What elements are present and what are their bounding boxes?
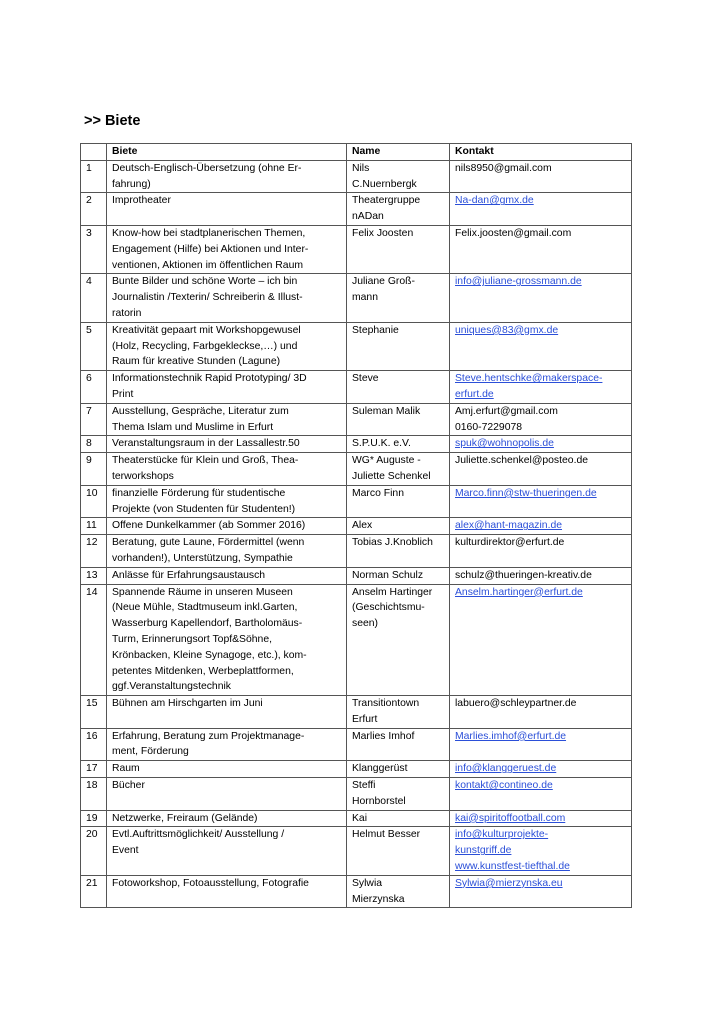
offer-cell: Improtheater — [107, 193, 347, 226]
row-number: 7 — [81, 403, 107, 436]
name-cell: WG* Auguste - Juliette Schenkel — [347, 453, 450, 486]
contact-link[interactable]: info@juliane-grossmann.de — [455, 276, 582, 288]
table-row — [81, 453, 632, 486]
contact-cell — [450, 436, 632, 453]
contact-cell — [450, 225, 632, 273]
offer-cell: Kreativität gepaart mit Workshopgewusel (Holz, Recycling, Farbgekleckse,…) und Raum für kreative Stunden (Lagune) — [107, 322, 347, 370]
table-row — [81, 875, 632, 908]
name-cell: Juliane Groß- mann — [347, 274, 450, 322]
name-cell: Kai — [347, 810, 450, 827]
offer-cell: Bühnen am Hirschgarten im Juni — [107, 696, 347, 729]
name-cell: Helmut Besser — [347, 827, 450, 875]
offer-cell: Veranstaltungsraum in der Lassallestr.50 — [107, 436, 347, 453]
offer-cell: Spannende Räume in unseren Museen (Neue Mühle, Stadtmuseum inkl.Garten, Wasserburg Kapellendorf, Bartholomäus- Turm, Erinnerungsort Topf&Söhne, Krönbacken, Kleine Synagoge, etc.), kom- petentes Mitdenken, Werbeplattformen, ggf.Veranstaltungstechnik — [107, 584, 347, 696]
offer-cell: Ausstellung, Gespräche, Literatur zum Thema Islam und Muslime in Erfurt — [107, 403, 347, 436]
table-row — [81, 584, 632, 696]
row-number: 13 — [81, 567, 107, 584]
contact-cell — [450, 274, 632, 322]
name-cell: Sylwia Mierzynska — [347, 875, 450, 908]
offer-cell: finanzielle Förderung für studentische Projekte (von Studenten für Studenten!) — [107, 485, 347, 518]
name-cell: Theatergruppe nADan — [347, 193, 450, 226]
contact-cell — [450, 535, 632, 568]
table-row — [81, 322, 632, 370]
contact-cell — [450, 567, 632, 584]
contact-link[interactable]: kontakt@contineo.de — [455, 780, 553, 792]
row-number: 19 — [81, 810, 107, 827]
offer-cell: Deutsch-Englisch-Übersetzung (ohne Er- fahrung) — [107, 160, 347, 193]
contact-link[interactable]: spuk@wohnopolis.de — [455, 438, 554, 450]
offer-cell: Beratung, gute Laune, Fördermittel (wenn vorhanden!), Unterstützung, Sympathie — [107, 535, 347, 568]
name-cell: Suleman Malik — [347, 403, 450, 436]
table-row — [81, 696, 632, 729]
name-cell: Marlies Imhof — [347, 728, 450, 761]
offers-table — [80, 143, 632, 908]
contact-cell — [450, 728, 632, 761]
contact-link[interactable]: info@kulturprojekte- kunstgriff.de — [455, 829, 549, 857]
table-row — [81, 518, 632, 535]
row-number: 3 — [81, 225, 107, 273]
row-number: 2 — [81, 193, 107, 226]
row-number: 15 — [81, 696, 107, 729]
row-number: 16 — [81, 728, 107, 761]
name-cell: Transitiontown Erfurt — [347, 696, 450, 729]
contact-link[interactable]: Steve.hentschke@makerspace- erfurt.de — [455, 373, 603, 400]
table-row — [81, 436, 632, 453]
header-number — [81, 144, 107, 161]
contact-cell — [450, 193, 632, 226]
row-number: 4 — [81, 274, 107, 322]
contact-cell — [450, 778, 632, 811]
contact-cell — [450, 875, 632, 908]
table-row — [81, 225, 632, 273]
contact-link[interactable]: Sylwia@mierzynska.eu — [455, 877, 563, 889]
contact-text: Felix.joosten@gmail.com — [455, 227, 572, 239]
table-body — [81, 160, 632, 908]
contact-cell — [450, 761, 632, 778]
contact-link[interactable]: Anselm.hartinger@erfurt.de — [455, 586, 583, 598]
name-cell: Nils C.Nuernbergk — [347, 160, 450, 193]
contact-cell — [450, 322, 632, 370]
name-cell: Tobias J.Knoblich — [347, 535, 450, 568]
name-cell: Steffi Hornborstel — [347, 778, 450, 811]
table-row — [81, 827, 632, 875]
row-number: 8 — [81, 436, 107, 453]
row-number: 17 — [81, 761, 107, 778]
header-offer: Biete — [107, 144, 347, 161]
name-cell: Stephanie — [347, 322, 450, 370]
contact-link[interactable]: www.kunstfest-tiefthal.de — [455, 861, 570, 873]
contact-text: Amj.erfurt@gmail.com 0160-7229078 — [455, 405, 558, 433]
contact-cell — [450, 160, 632, 193]
row-number: 18 — [81, 778, 107, 811]
table-row — [81, 567, 632, 584]
table-row — [81, 193, 632, 226]
contact-link[interactable]: uniques@83@gmx.de — [455, 324, 559, 336]
section-title: >> Biete — [84, 113, 141, 129]
offer-cell: Netzwerke, Freiraum (Gelände) — [107, 810, 347, 827]
contact-link[interactable]: alex@hant-magazin.de — [455, 520, 563, 532]
name-cell: Alex — [347, 518, 450, 535]
offer-cell: Theaterstücke für Klein und Groß, Thea- terworkshops — [107, 453, 347, 486]
offer-cell: Know-how bei stadtplanerischen Themen, Engagement (Hilfe) bei Aktionen und Inter- ventionen, Aktionen im öffentlichen Raum — [107, 225, 347, 273]
offer-cell: Bücher — [107, 778, 347, 811]
row-number: 20 — [81, 827, 107, 875]
table-row — [81, 535, 632, 568]
name-cell: Klanggerüst — [347, 761, 450, 778]
contact-link[interactable]: Na-dan@gmx.de — [455, 195, 534, 207]
offer-cell: Erfahrung, Beratung zum Projektmanage- ment, Förderung — [107, 728, 347, 761]
table-row — [81, 810, 632, 827]
offer-cell: Offene Dunkelkammer (ab Sommer 2016) — [107, 518, 347, 535]
contact-link[interactable]: kai@spiritoffootball.com — [455, 812, 566, 824]
table-row — [81, 728, 632, 761]
contact-cell — [450, 518, 632, 535]
name-cell: S.P.U.K. e.V. — [347, 436, 450, 453]
offer-cell: Informationstechnik Rapid Prototyping/ 3D Print — [107, 371, 347, 404]
name-cell: Steve — [347, 371, 450, 404]
contact-text: kulturdirektor@erfurt.de — [455, 537, 565, 549]
row-number: 11 — [81, 518, 107, 535]
row-number: 1 — [81, 160, 107, 193]
contact-text: Juliette.schenkel@posteo.de — [455, 455, 589, 467]
row-number: 21 — [81, 875, 107, 908]
contact-link[interactable]: info@klanggeruest.de — [455, 763, 557, 775]
table-row — [81, 160, 632, 193]
contact-text: nils8950@gmail.com — [455, 162, 552, 174]
contact-cell — [450, 827, 632, 875]
row-number: 9 — [81, 453, 107, 486]
contact-text: labuero@schleypartner.de — [455, 698, 577, 710]
row-number: 14 — [81, 584, 107, 696]
offer-cell: Anlässe für Erfahrungsaustausch — [107, 567, 347, 584]
contact-cell — [450, 696, 632, 729]
name-cell: Norman Schulz — [347, 567, 450, 584]
offer-cell: Evtl.Auftrittsmöglichkeit/ Ausstellung / Event — [107, 827, 347, 875]
contact-cell — [450, 371, 632, 404]
table-row — [81, 485, 632, 518]
contact-cell — [450, 403, 632, 436]
contact-link[interactable]: Marco.finn@stw-thueringen.de — [455, 487, 597, 499]
table-row — [81, 778, 632, 811]
row-number: 12 — [81, 535, 107, 568]
table-row — [81, 761, 632, 778]
header-contact: Kontakt — [450, 144, 632, 161]
offer-cell: Bunte Bilder und schöne Worte – ich bin Journalistin /Texterin/ Schreiberin & Illust- ratorin — [107, 274, 347, 322]
row-number: 10 — [81, 485, 107, 518]
header-name: Name — [347, 144, 450, 161]
name-cell: Marco Finn — [347, 485, 450, 518]
row-number: 6 — [81, 371, 107, 404]
table-row — [81, 403, 632, 436]
name-cell: Felix Joosten — [347, 225, 450, 273]
table-row — [81, 371, 632, 404]
table-header-row — [81, 144, 632, 161]
contact-cell — [450, 810, 632, 827]
contact-link[interactable]: Marlies.imhof@erfurt.de — [455, 730, 567, 742]
contact-cell — [450, 584, 632, 696]
contact-text: schulz@thueringen-kreativ.de — [455, 569, 592, 581]
offer-cell: Raum — [107, 761, 347, 778]
row-number: 5 — [81, 322, 107, 370]
name-cell: Anselm Hartinger (Geschichtsmu- seen) — [347, 584, 450, 696]
offer-cell: Fotoworkshop, Fotoausstellung, Fotografie — [107, 875, 347, 908]
contact-cell — [450, 485, 632, 518]
table-row — [81, 274, 632, 322]
contact-cell — [450, 453, 632, 486]
